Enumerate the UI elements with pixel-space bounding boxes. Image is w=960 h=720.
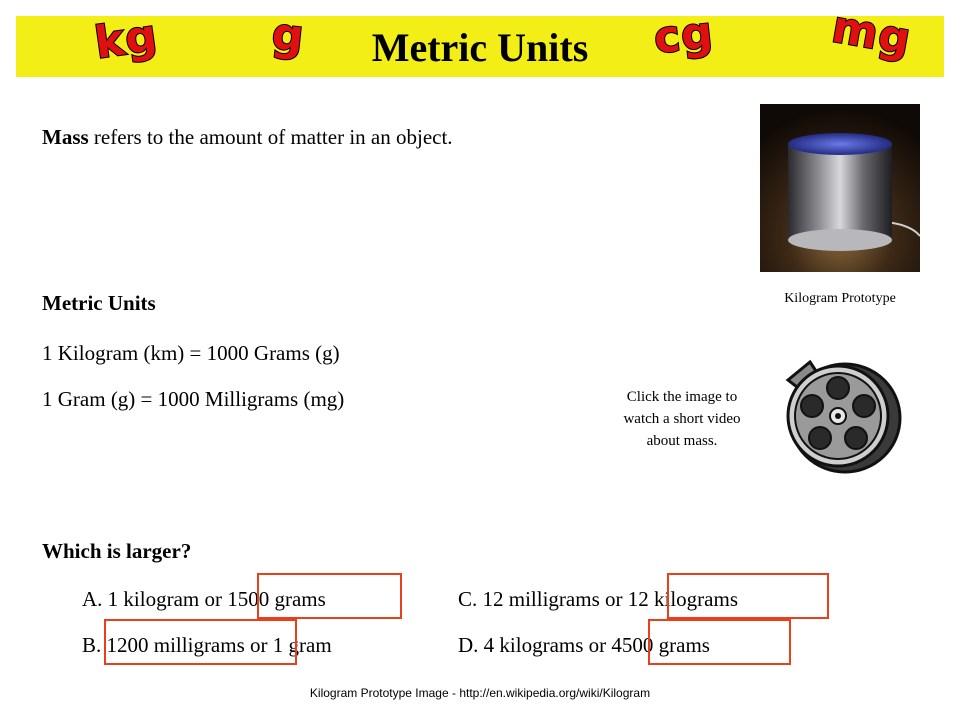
question-c-answer: 12 kilograms (627, 587, 738, 611)
video-caption-line-3: about mass. (646, 433, 718, 449)
question-b-prefix: B. (82, 633, 107, 657)
question-b-suffix: or 1 gram (244, 633, 332, 657)
page-title: Metric Units (371, 25, 589, 70)
answer-box-b (104, 619, 297, 665)
image-caption: Kilogram Prototype (784, 291, 896, 306)
answer-box-c (667, 573, 829, 619)
video-caption-line-1: Click the image to (626, 389, 738, 405)
quiz-heading: Which is larger? (42, 539, 192, 563)
mass-definition (42, 124, 453, 150)
question-a-prefix: A. 1 kilogram or (82, 587, 228, 611)
video-caption-line-2: watch a short video (623, 411, 741, 427)
mass-definition-text: refers to the amount of matter in an object. (88, 125, 453, 149)
unit-line-kilogram: 1 Kilogram (km) = 1000 Grams (g) (42, 341, 340, 365)
decor-unit-g: g (269, 8, 308, 63)
question-c-prefix: C. 12 milligrams or (458, 587, 628, 611)
kilogram-prototype-image (760, 104, 920, 272)
decor-unit-cg: cg (651, 7, 717, 64)
question-b-answer: 1200 milligrams (106, 633, 245, 657)
answer-box-d (648, 619, 791, 665)
units-heading: Metric Units (42, 291, 156, 315)
film-reel-icon[interactable] (770, 350, 910, 480)
image-credit: Kilogram Prototype Image - http://en.wikipedia.org/wiki/Kilogram (309, 686, 651, 700)
decor-unit-mg: mg (828, 1, 916, 66)
decor-unit-kg: kg (91, 9, 161, 70)
question-d-answer: 4500 grams (611, 633, 710, 657)
unit-line-gram: 1 Gram (g) = 1000 Milligrams (mg) (42, 387, 345, 411)
answer-box-a (257, 573, 402, 619)
mass-term: Mass (42, 125, 89, 149)
question-a-answer: 1500 grams (227, 587, 326, 611)
video-caption (582, 386, 782, 452)
question-d-prefix: D. 4 kilograms or (458, 633, 612, 657)
